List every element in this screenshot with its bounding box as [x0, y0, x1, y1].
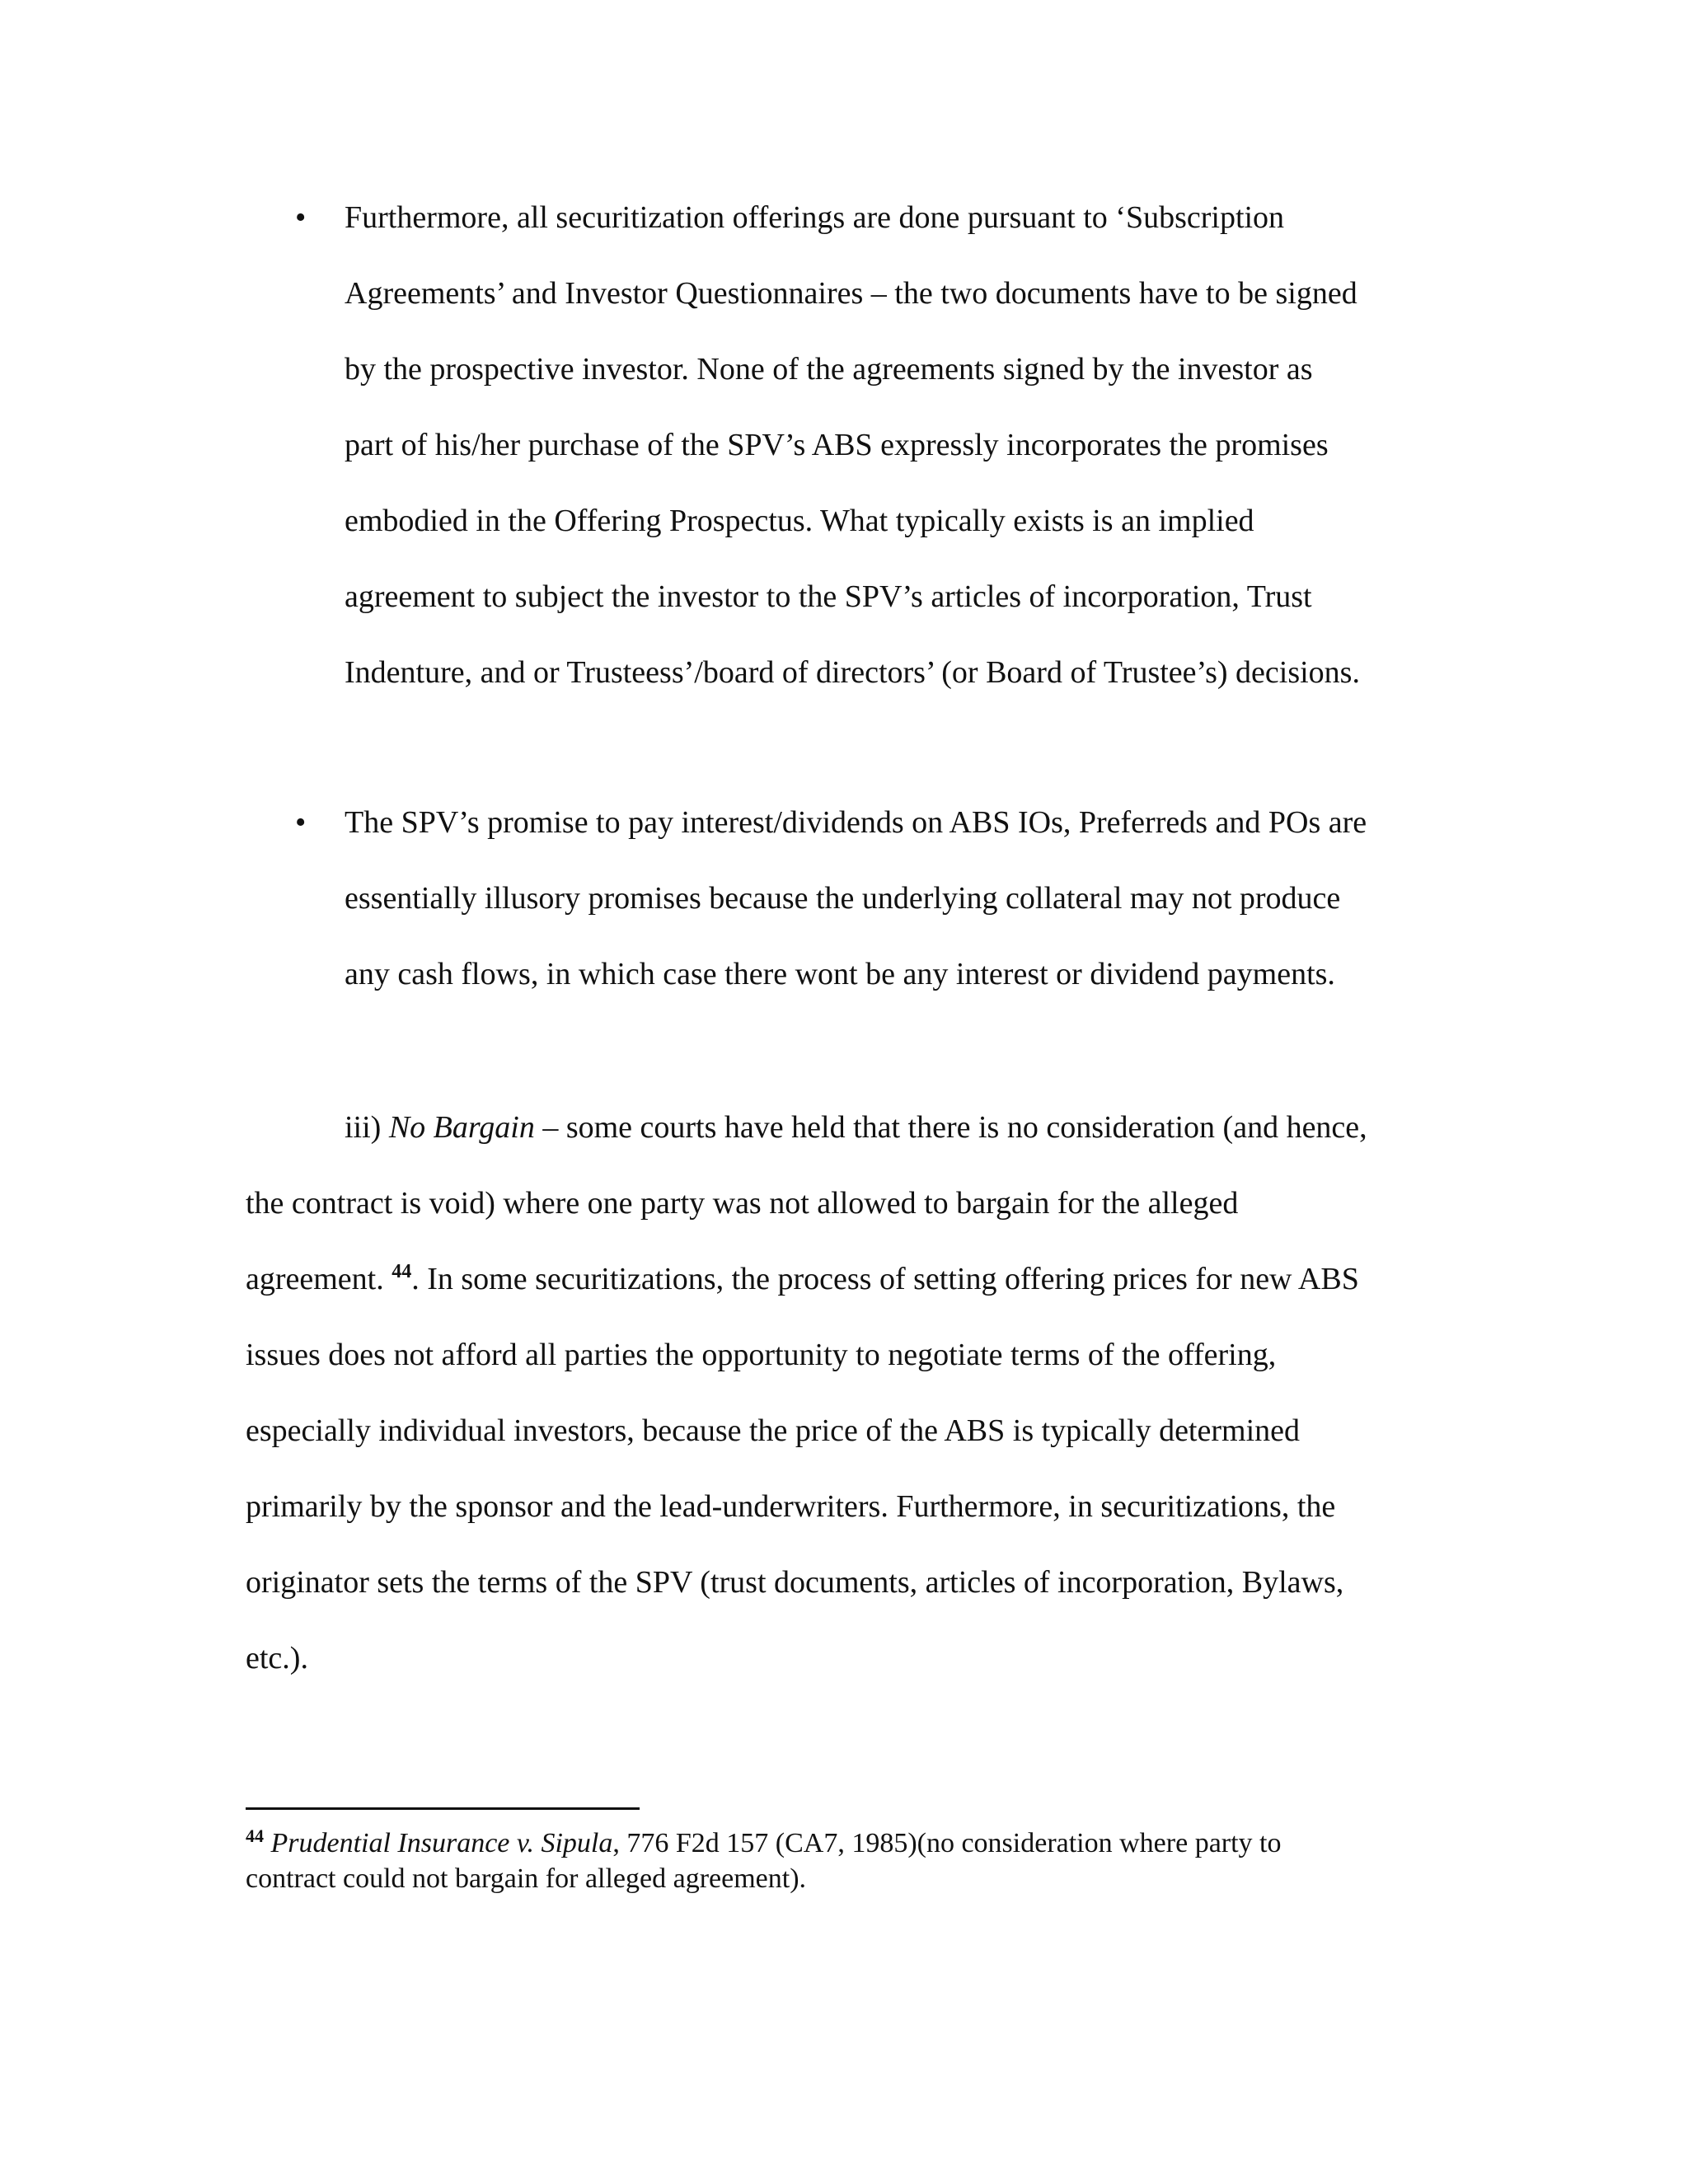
footnote-reference[interactable]: 44	[392, 1261, 412, 1282]
paragraph-line: etc.).	[246, 1641, 308, 1675]
footnote-number: 44	[246, 1825, 264, 1846]
bullet-line: Furthermore, all securitization offerings are done pursuant to ‘Subscription	[345, 200, 1285, 235]
paragraph-line	[246, 1090, 1449, 1165]
footnote-line	[246, 1825, 1449, 1861]
bullet-line: Agreements’ and Investor Questionnaires – the two documents have to be signed	[345, 276, 1357, 311]
bullet-line: agreement to subject the investor to the SPV’s articles of incorporation, Trust	[345, 579, 1312, 614]
bullet-line: The SPV’s promise to pay interest/dividends on ABS IOs, Preferreds and POs are	[345, 805, 1367, 840]
paragraph-line	[246, 1241, 1449, 1317]
bullet-item-subscription-agreements	[246, 180, 1449, 710]
footnote-line: contract could not bargain for alleged agreement).	[246, 1863, 807, 1894]
no-bargain-paragraph	[246, 1090, 1449, 1696]
paragraph-line: the contract is void) where one party was not allowed to bargain for the alleged	[246, 1186, 1239, 1221]
bullet-line: by the prospective investor. None of the agreements signed by the investor as	[345, 352, 1313, 387]
paragraph-text: . In some securitizations, the process of setting offering prices for new ABS	[411, 1262, 1359, 1296]
paragraph-line: issues does not afford all parties the opportunity to negotiate terms of the offering,	[246, 1338, 1277, 1372]
paragraph-line: especially individual investors, because the price of the ABS is typically determined	[246, 1413, 1300, 1448]
paragraph-text: agreement.	[246, 1262, 392, 1296]
paragraph-text: – some courts have held that there is no consideration (and hence,	[534, 1110, 1367, 1145]
paragraph-line: primarily by the sponsor and the lead-underwriters. Furthermore, in securitizations, the	[246, 1489, 1336, 1524]
footnote-text: , 776 F2d 157 (CA7, 1985)(no consideration where party to	[612, 1828, 1282, 1858]
bullet-text	[345, 180, 1449, 710]
section-heading-italic: No Bargain	[388, 1110, 535, 1145]
bullet-line: Indenture, and or Trusteess’/board of directors’ (or Board of Trustee’s) decisions.	[345, 655, 1360, 690]
list-marker: iii)	[345, 1110, 389, 1145]
bullet-item-illusory-promises	[246, 785, 1449, 1012]
footnote-44	[246, 1825, 1449, 1896]
footnote-case-name: Prudential Insurance v. Sipula	[270, 1828, 613, 1858]
bullet-symbol: •	[295, 200, 307, 235]
paragraph-line: originator sets the terms of the SPV (trust documents, articles of incorporation, Bylaws,	[246, 1565, 1344, 1600]
bullet-line: part of his/her purchase of the SPV’s ABS expressly incorporates the promises	[345, 428, 1329, 462]
bullet-symbol: •	[295, 805, 307, 840]
bullet-text	[345, 785, 1449, 1012]
bullet-line: embodied in the Offering Prospectus. What typically exists is an implied	[345, 504, 1254, 538]
bullet-line: any cash flows, in which case there wont be any interest or dividend payments.	[345, 957, 1335, 991]
bullet-line: essentially illusory promises because the underlying collateral may not produce	[345, 881, 1341, 916]
footnote-separator	[246, 1807, 640, 1810]
